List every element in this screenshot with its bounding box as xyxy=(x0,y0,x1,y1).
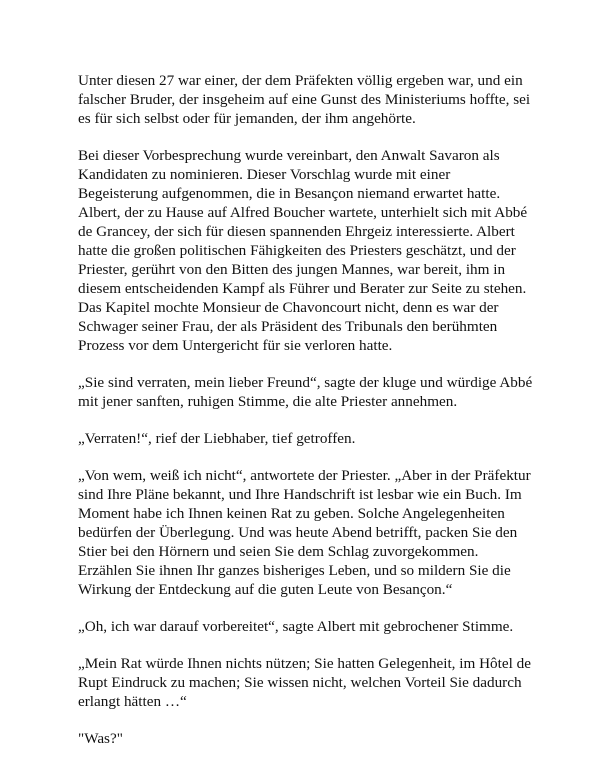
paragraph-7: „Mein Rat würde Ihnen nichts nützen; Sie hatten Gelegenheit, im Hôtel de Rupt Eindruck zu machen; Sie wissen nicht, welchen Vorteil Sie dadurch erlangt hätten …“ xyxy=(78,655,531,710)
paragraph-3: „Sie sind verraten, mein lieber Freund“, sagte der kluge und würdige Abbé mit jener sanften, ruhigen Stimme, die alte Priester annehmen. xyxy=(78,374,533,410)
paragraph-4: „Verraten!“, rief der Liebhaber, tief getroffen. xyxy=(78,430,356,447)
paragraph-5: „Von wem, weiß ich nicht“, antwortete der Priester. „Aber in der Präfektur sind Ihre Pläne bekannt, und Ihre Handschrift ist lesbar wie ein Buch. Im Moment habe ich Ihnen keinen Rat zu geben. Solche Angelegenheiten bedürfen der Überlegung. Und was heute Abend betrifft, packen Sie den Stier bei den Hörnern und seien Sie dem Schlag zuvorgekommen. Erzählen Sie ihnen Ihr ganzes bisheriges Leben, und so mildern Sie die Wirkung der Entdeckung auf die guten Leute von Besançon.“ xyxy=(78,467,531,598)
paragraph-8: "Was?" xyxy=(78,730,123,747)
paragraph-6: „Oh, ich war darauf vorbereitet“, sagte Albert mit gebrochener Stimme. xyxy=(78,618,514,635)
paragraph-1: Unter diesen 27 war einer, der dem Präfekten völlig ergeben war, und ein falscher Bruder, der insgeheim auf eine Gunst des Ministeriums hoffte, sei es für sich selbst oder für jemanden, der ihm angehörte. xyxy=(78,72,531,127)
document-page xyxy=(78,71,534,766)
paragraph-2: Bei dieser Vorbesprechung wurde vereinbart, den Anwalt Savaron als Kandidaten zu nominieren. Dieser Vorschlag wurde mit einer Begeisterung aufgenommen, die in Besançon niemand erwartet hatte. Albert, der zu Hause auf Alfred Boucher wartete, unterhielt sich mit Abbé de Grancey, der sich für diesen spannenden Ehrgeiz interessierte. Albert hatte die großen politischen Fähigkeiten des Priesters geschätzt, und der Priester, gerührt von den Bitten des jungen Mannes, war bereit, ihm in diesem entscheidenden Kampf als Führer und Berater zur Seite zu stehen. Das Kapitel mochte Monsieur de Chavoncourt nicht, denn es war der Schwager seiner Frau, der als Präsident des Tribunals den berühmten Prozess vor dem Untergericht für sie verloren hatte. xyxy=(78,147,528,354)
